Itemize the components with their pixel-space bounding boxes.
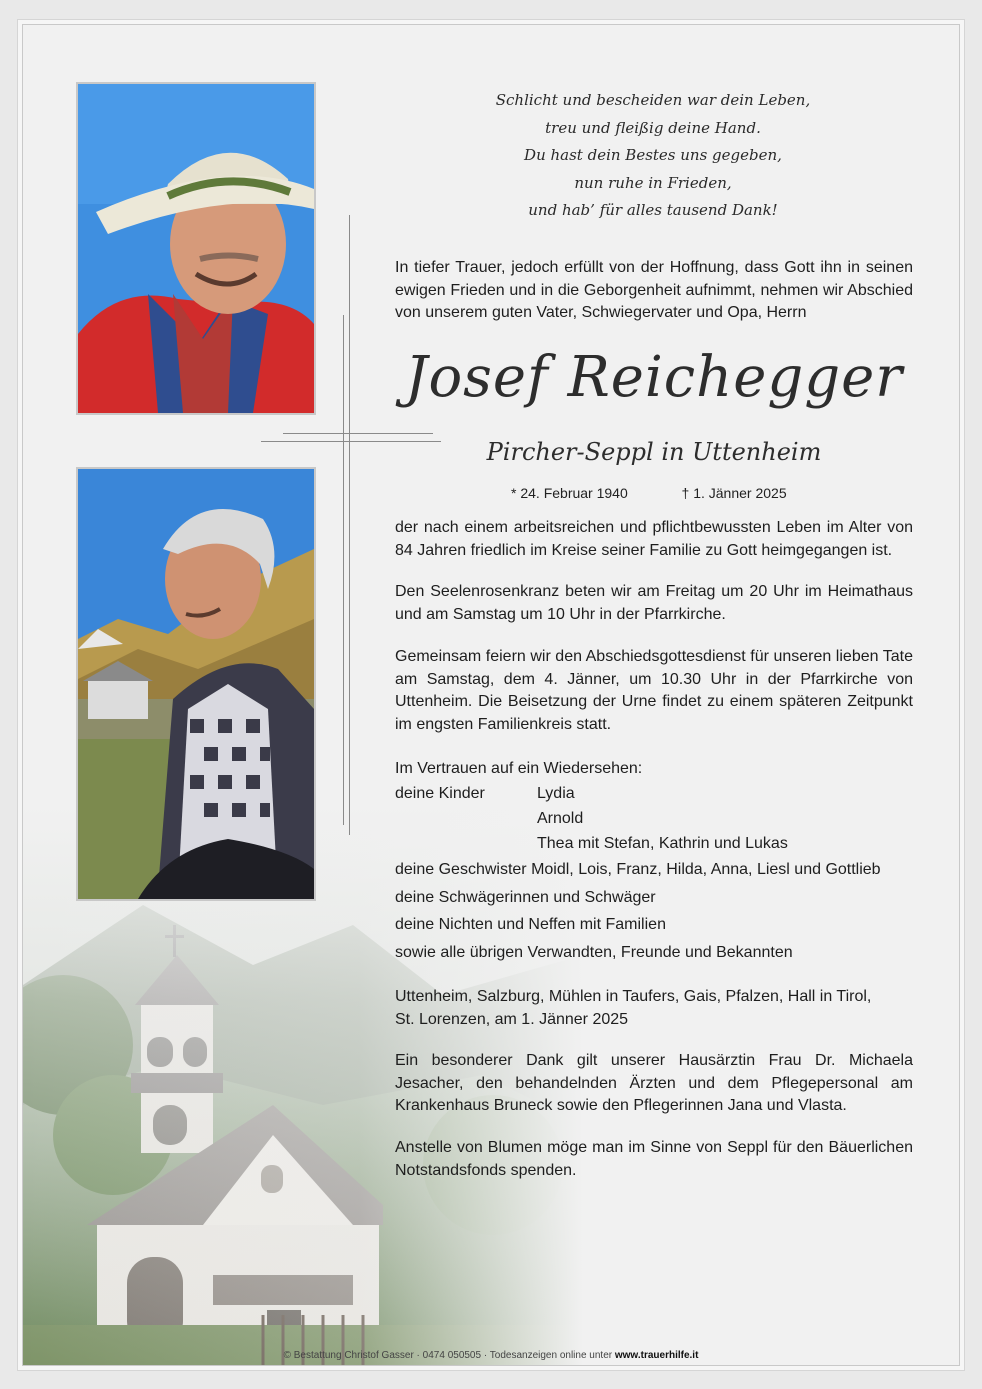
mourners-heading: Im Vertrauen auf ein Wiedersehen: <box>395 760 643 777</box>
mourner-children <box>395 781 913 806</box>
poem-line: Du hast dein Bestes uns gegeben, <box>524 146 782 164</box>
deceased-name: Josef Reichegger <box>405 345 903 410</box>
birth-date: * 24. Februar 1940 <box>511 485 628 501</box>
portrait-photo-mountains <box>76 467 316 901</box>
deceased-nickname: Pircher-Seppl in Uttenheim <box>486 438 822 466</box>
rosary-text: Den Seelenrosenkranz beten wir am Freitag um 20 Uhr im Heimathaus und am Samstag um 10 Uhr in der Pfarrkirche. <box>395 583 913 623</box>
mourner-label: deine Kinder <box>395 785 485 802</box>
mourner-nieces: deine Nichten und Neffen mit Familien <box>395 916 666 933</box>
poem-line: und hab’ für alles tausend Dank! <box>528 201 778 219</box>
poem-line: Schlicht und bescheiden war dein Leben, <box>495 91 811 109</box>
poem-line: treu und fleißig deine Hand. <box>545 118 761 137</box>
cross-horizontal-line <box>283 433 433 434</box>
funeral-text: Gemeinsam feiern wir den Abschiedsgottesdienst für unseren lieben Tate am Samstag, dem 4. Jänner, um 10.30 Uhr in der Pfarrkirche von Uttenheim. Die Beisetzung der Urne findet zu einem späteren Zeitpunkt im engsten Familienkreis statt. <box>395 648 913 733</box>
mourner-children <box>395 806 913 831</box>
mourner-others: sowie alle übrigen Verwandten, Freunde und Bekannten <box>395 943 793 961</box>
footer-url[interactable]: www.trauerhilfe.it <box>614 1350 699 1361</box>
mourner-name: Thea mit Stefan, Kathrin und Lukas <box>537 835 788 852</box>
mourner-in-laws: deine Schwägerinnen und Schwäger <box>395 888 656 906</box>
cross-vertical-line <box>349 215 350 835</box>
mourners-list <box>395 756 913 966</box>
footer-credit: © Bestattung Christof Gasser · 0474 050505 · Todesanzeigen online unter <box>283 1350 613 1361</box>
poem <box>463 87 843 225</box>
passing-text: der nach einem arbeitsreichen und pflichtbewussten Leben im Alter von 84 Jahren friedlich im Kreise seiner Familie zu Gott heimgegangen ist. <box>395 519 913 559</box>
thanks-text: Ein besonderer Dank gilt unserer Hausärztin Frau Dr. Michaela Jesacher, den behandelnden Ärzten und dem Pflegepersonal am Krankenhaus Bruneck sowie den Pflegerinnen Jana und Vlasta. <box>395 1052 913 1114</box>
mourner-siblings: deine Geschwister Moidl, Lois, Franz, Hilda, Anna, Liesl und Gottlieb <box>395 861 881 878</box>
footer <box>23 1350 959 1361</box>
poem-line: nun ruhe in Frieden, <box>574 173 732 192</box>
flowers-text: Anstelle von Blumen möge man im Sinne von Seppl für den Bäuerlichen Notstandsfonds spenden. <box>395 1139 913 1179</box>
intro-text: In tiefer Trauer, jedoch erfüllt von der Hoffnung, dass Gott ihn in seinen ewigen Frieden und in die Geborgenheit aufnimmt, nehmen wir Abschied von unserem guten Vater, Schwiegervater und Opa, Herrn <box>395 259 913 321</box>
mourner-name: Arnold <box>537 810 584 827</box>
cross-vertical-line <box>343 315 344 825</box>
life-dates <box>511 483 787 503</box>
mourner-name: Lydia <box>537 785 575 802</box>
obituary-card <box>22 24 960 1366</box>
death-date: † 1. Jänner 2025 <box>681 485 787 501</box>
mourner-children <box>395 831 913 856</box>
place-date-text: Uttenheim, Salzburg, Mühlen in Taufers, Gais, Pfalzen, Hall in Tirol, St. Lorenzen, am 1. Jänner 2025 <box>395 988 872 1028</box>
portrait-photo-hat <box>76 82 316 415</box>
